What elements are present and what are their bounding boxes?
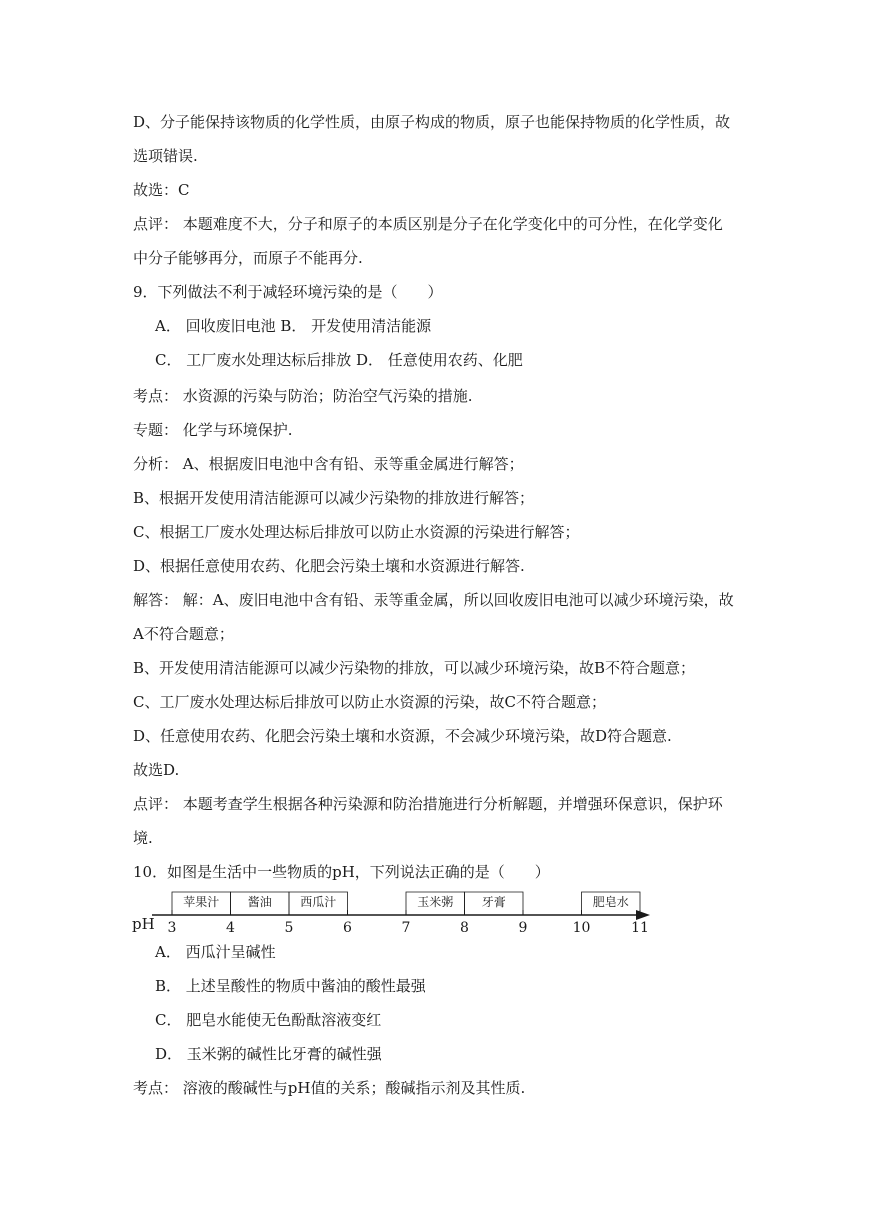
comment-line: 点评： 本题考查学生根据各种污染源和防治措施进行分析解题，并增强环保意识，保护环 [133, 795, 723, 813]
ph-scale-figure [128, 890, 668, 940]
question-10-stem: 10．如图是生活中一些物质的pH，下列说法正确的是（ ） [133, 863, 550, 881]
solution-line: 解答： 解：A、废旧电池中含有铅、汞等重金属，所以回收废旧电池可以减少环境污染，故 [133, 591, 734, 609]
knowledge-point-line: 考点： 溶液的酸碱性与pH值的关系；酸碱指示剂及其性质. [133, 1079, 526, 1097]
question-9-options-row-2: C． 工厂废水处理达标后排放 D． 任意使用农药、化肥 [155, 351, 523, 369]
analysis-line: B、根据开发使用清洁能源可以减少污染物的排放进行解答； [133, 489, 535, 507]
topic-line: 专题： 化学与环境保护. [133, 421, 293, 439]
ph-tick-label: 11 [631, 920, 649, 936]
ph-tick-label: 9 [518, 920, 528, 936]
ph-substance-label: 玉米粥 [417, 895, 454, 909]
ph-tick-label: 6 [343, 920, 352, 936]
analysis-line: 分析： A、根据废旧电池中含有铅、汞等重金属进行解答； [133, 455, 524, 473]
text-line: 选项错误. [133, 147, 198, 165]
answer-line: 故选D. [133, 761, 180, 779]
ph-substance-label: 肥皂水 [592, 895, 629, 909]
ph-substance-label: 酱油 [247, 895, 272, 909]
ph-tick-label: 8 [460, 920, 469, 936]
question-10-option-d: D． 玉米粥的碱性比牙膏的碱性强 [155, 1045, 382, 1063]
knowledge-point-line: 考点： 水资源的污染与防治；防治空气污染的措施. [133, 387, 473, 405]
comment-line: 点评： 本题难度不大，分子和原子的本质区别是分子在化学变化中的可分性，在化学变化 [133, 215, 723, 233]
solution-line: C、工厂废水处理达标后排放可以防止水资源的污染，故C不符合题意； [133, 693, 606, 711]
question-10-option-c: C． 肥皂水能使无色酚酞溶液变红 [155, 1011, 382, 1029]
ph-tick-label: 3 [167, 920, 177, 936]
ph-substance-label: 西瓜汁 [300, 895, 337, 909]
question-10-option-b: B． 上述呈酸性的物质中酱油的酸性最强 [155, 977, 426, 995]
question-9-stem: 9．下列做法不利于减轻环境污染的是（ ） [133, 283, 443, 301]
ph-tick-label: 4 [226, 920, 235, 936]
text-line: 中分子能够再分，而原子不能再分. [133, 249, 363, 267]
analysis-line: C、根据工厂废水处理达标后排放可以防止水资源的污染进行解答； [133, 523, 580, 541]
question-9-options-row-1: A． 回收废旧电池 B． 开发使用清洁能源 [155, 317, 432, 335]
ph-tick-label: 10 [572, 920, 591, 936]
solution-line: A不符合题意； [133, 625, 234, 643]
solution-line: D、任意使用农药、化肥会污染土壤和水资源，不会减少环境污染，故D符合题意. [133, 727, 672, 745]
answer-line: 故选：C [133, 181, 190, 199]
ph-axis-arrow [636, 910, 650, 920]
ph-axis-label: pH [132, 915, 155, 933]
ph-substance-label: 牙膏 [481, 895, 506, 909]
solution-line: B、开发使用清洁能源可以减少污染物的排放，可以减少环境污染，故B不符合题意； [133, 659, 696, 677]
analysis-line: D、根据任意使用农药、化肥会污染土壤和水资源进行解答. [133, 557, 525, 575]
ph-tick-label: 5 [284, 920, 294, 936]
comment-line: 境. [133, 829, 153, 847]
question-10-option-a: A． 西瓜汁呈碱性 [155, 943, 276, 961]
ph-substance-label: 苹果汁 [183, 895, 220, 909]
ph-tick-label: 7 [401, 920, 411, 936]
text-line: D、分子能保持该物质的化学性质，由原子构成的物质，原子也能保持物质的化学性质，故 [133, 113, 731, 131]
